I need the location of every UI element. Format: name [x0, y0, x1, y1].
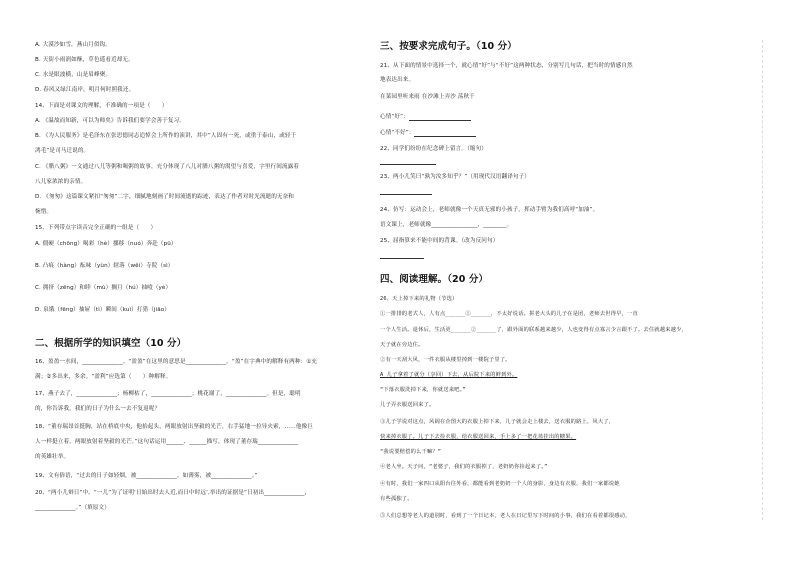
q13-option-a: A. 大漠沙如雪，燕山月似钩。: [35, 42, 111, 48]
q13-option-b: B. 天街小雨润如酥，草色遥看近却无。: [35, 57, 134, 63]
mood-good-blank[interactable]: [409, 114, 471, 121]
q20-line-1: 20、“两小儿辩日”中，“一儿”为了证明‘日始出时去人近,而日中时远’,举出的证据是“日初出______________，: [35, 490, 311, 496]
q14-option-c-cont: 八儿家浓浓的亲情。: [35, 179, 87, 185]
q21-stem-2: 地表达出来。: [380, 77, 415, 83]
q22: 22、同学们纷纷在纪念碑上留言。（缩句）: [380, 146, 488, 152]
q13-option-d: D. 春风又绿江南岸，明月何时照我还。: [35, 87, 135, 93]
q16-line-1: 16、盈盈一水间，______________。“盈盈”在这里的意思是______________。“盈”在字典中的解释有两种：①充: [35, 359, 318, 365]
q14-option-d: D. 《匆匆》这篇课文紧扣“匆匆”二字，细腻地刻画了时间流逝的踪迹，表达了作者对时光流逝的无奈和: [35, 194, 294, 200]
q15-option-b: B. 凸痕（hàng）酝味（yùn）辖落（wěi）寺院（sì）: [35, 263, 174, 269]
q15-option-d: D. 泉饿（fēng）抽屉（tì）瞬间（kuì）打猎（jiāo）: [35, 307, 170, 313]
passage-line: ④有时，我们一家四口从阳台往外看，都能看到老奶奶一个人的身影，身边有衣服，我们一家都说她: [380, 481, 620, 487]
fold-line: [762, 40, 764, 520]
q14-stem: 14、下面是对课文的理解，不准确的一项是（ ）: [35, 103, 168, 109]
mood-bad-blank[interactable]: [414, 130, 476, 137]
q22-answer-row: [380, 158, 436, 165]
q14-option-b-cont: 鸿毛”是司马迁说的。: [35, 148, 90, 154]
passage-line: “下落衣服洗掉下来，你就送来吧。”: [380, 387, 466, 393]
q21-scenes: 在菜园里听来雨 在沙滩上弄沙 荡秋千: [380, 94, 475, 100]
q16-line-2: 满；②多出来，多余。“盈利”应选第（ ）种解释。: [35, 374, 172, 380]
q24-line-1: 24、仿写：运动会上，老师就像一个天真无邪的小孩子，挥动手臂为我们高呼“加油”。: [380, 207, 599, 213]
q25: 25、屈指算来不能中间的背课。（改为反问句）: [380, 238, 499, 244]
q18-line-1: 18、“董存瑞昂首挺胸，站在桥底中央，他抬起头，两眼放射出坚毅的光芒，右手猛地一拉导火索，……他像巨: [35, 424, 313, 430]
section-4-title: 四、阅读理解。（20 分）: [380, 274, 489, 285]
q15-option-c: C. 拥挤（zēng）和睦（mù）搁月（hú）抽噎（yè）: [35, 285, 172, 291]
passage-line: ⑤人们总想等老人的道别时，看到了一个日记本，老人在日记里写下时间的小事，我们在看着都很感动，: [380, 513, 631, 519]
mood-good-row: [380, 114, 471, 121]
q14-option-b: B. 《为人民服务》是毛泽东在张思德同志追悼会上所作的演讲，其中“人固有一死，或重于泰山，或轻于: [35, 133, 297, 139]
q14-option-d-cont: 惋惜。: [35, 209, 53, 215]
passage-line: 有些孤独了。: [380, 496, 413, 502]
passage-line: ①一排排的老式人，人有点______①______，不太好说话。拼老大头的儿子在是团，老师去世得早，一直: [380, 311, 638, 317]
q14-option-a: A. 《温故而知新，可以为师矣》告诉我们要学会善于复习。: [35, 118, 185, 124]
q13-option-c: C. 水是眼波横，山是眉峰聚。: [35, 72, 112, 78]
passage-line: ②有一天刮大风，一件衣服从楼里掉到一楼院子里了。: [380, 357, 511, 363]
section-2-title: 二、根据所学的知识填空（10 分）: [35, 338, 187, 349]
passage-line-underlined: 快来掉衣服了。儿子下去捡衣服，给衣服送回来，手上多了一把花蓝挂出的糖果。: [380, 434, 577, 440]
mood-bad-row: [380, 130, 476, 137]
q15-option-a: A. 僵硬（chōng）喝彩（hè）挪移（nuó）奔赴（pū）: [35, 241, 177, 247]
q14-option-c: C. 《腊八粥》一文通过八儿等粥和喝粥的故事，充分体现了八儿对腊八粥的渴望与喜爱，字里行间流露着: [35, 164, 299, 170]
passage-line: 儿子弄衣服送回来了。: [380, 402, 435, 408]
q23: 23、两小儿笑曰“孰为汝多知乎？”（用现代汉语翻译句子）: [380, 174, 530, 180]
q25-answer-row: [380, 252, 424, 259]
mood-good-label: 心情“好”：: [380, 114, 409, 120]
passage-line: ③儿子学说对这点，风阔在企图大的衣服上掉下来，儿子就会走上楼去，送衣服的路上，风大了，: [380, 419, 615, 425]
q23-answer-blank[interactable]: [380, 188, 432, 195]
passage-line: 一个人生活。退休后，生活更______②______了，跟外面的联系越来越少，人也变得有点寡言少言跟不了。去住就越来越少，: [380, 327, 687, 333]
passage-line: “我说要赔偿的么干嘛？”: [380, 449, 442, 455]
q17-line-1: 17、燕子去了，______________；杨柳枯了，______________；桃花谢了，______________。但是，聪明: [35, 391, 301, 397]
q15-stem: 15、下列带点字读音完全正确的一组是（ ）: [35, 225, 157, 231]
q17-line-2: 的，你告诉我，我们的日子为什么一去不复返呢？: [35, 406, 161, 412]
q20-line-2: ______________。”（填原文）: [35, 505, 110, 511]
passage-line-underlined: A 儿子拿着了就分（享回）下去，从后院下来的鲜到外。: [380, 372, 518, 378]
q23-answer-row: [380, 188, 432, 195]
q26-title: 26、天上掉下来的礼物（节选）: [380, 296, 458, 302]
q25-answer-blank[interactable]: [380, 252, 424, 259]
q18-line-3: 的英雄壮举。: [35, 454, 70, 460]
q21-stem-1: 21、从下面的情景中选择一个，就心情“好”与“不好”这两种状态，分别写几句话，把当时的情感自然: [380, 63, 633, 69]
mood-bad-label: 心情“不好”：: [380, 130, 415, 136]
passage-line: 天子就在旁边住。: [380, 342, 424, 348]
q19: 19、文有俗语，“过去的日子如轻烟，被______________，如薄雾，被______________。”: [35, 473, 258, 479]
q18-line-2: 人一样挺立着，两眼放射着坚毅的光芒。”这句话运用______、______描写，体现了董存瑞______________: [35, 439, 299, 445]
q24-line-2: 语文课上，老师就像________________，________。: [380, 222, 513, 228]
section-3-title: 三、按要求完成句子。（10 分）: [380, 41, 517, 52]
passage-line: ④老人坐。天子问，“老婆子，我们的衣服掉了，老奶奶你捡起来了。”: [380, 464, 548, 470]
q22-answer-blank[interactable]: [380, 158, 436, 165]
